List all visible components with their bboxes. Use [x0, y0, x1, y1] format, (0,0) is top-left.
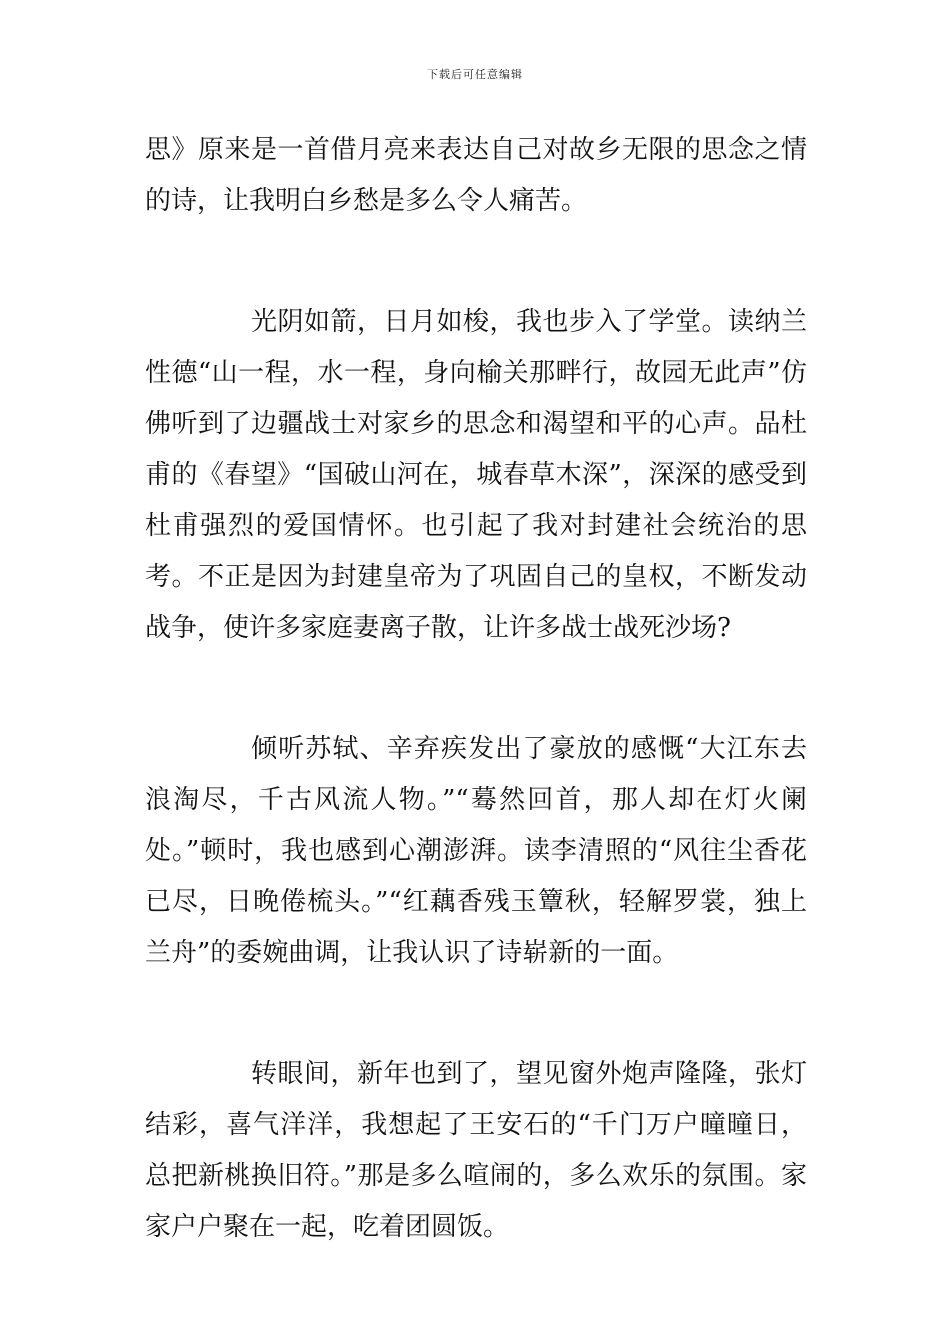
paragraph-gap [145, 979, 807, 1049]
paragraph-continuation: 思》原来是一首借月亮来表达自己对故乡无限的思念之情的诗，让我明白乡愁是多么令人痛苦。 [145, 135, 807, 216]
paragraph-school: 光阴如箭，日月如梭，我也步入了学堂。读纳兰性德“山一程，水一程，身向榆关那畔行，故园无此声”仿佛听到了边疆战士对家乡的思念和渴望和平的心声。品杜甫的《春望》“国破山河在，城春草木深”，深深的感受到杜甫强烈的爱国情怀。也引起了我对封建社会统治的思考。不正是因为封建皇帝为了巩固自己的皇权，不断发动战争，使许多家庭妻离子散，让许多战士战死沙场? [145, 307, 807, 643]
header-note: 下载后可任意编辑 [427, 68, 523, 81]
paragraph-poets: 倾听苏轼、辛弃疾发出了豪放的感慨“大江东去浪淘尽，千古风流人物。”“蓦然回首，那人却在灯火阑处。”顿时，我也感到心潮澎湃。读李清照的“风往尘香花已尽，日晚倦梳头。”“红藕香残玉簟秋，轻解罗裳，独上兰舟”的委婉曲调，让我认识了诗崭新的一面。 [145, 734, 807, 968]
document-body [145, 125, 807, 1253]
paragraph-new-year: 转眼间，新年也到了，望见窗外炮声隆隆，张灯结彩，喜气洋洋，我想起了王安石的“千门万户曈曈日，总把新桃换旧符。”那是多么喧闹的，多么欢乐的氛围。家家户户聚在一起，吃着团圆饭。 [145, 1059, 807, 1242]
paragraph-gap [145, 227, 807, 297]
paragraph-gap [145, 654, 807, 724]
